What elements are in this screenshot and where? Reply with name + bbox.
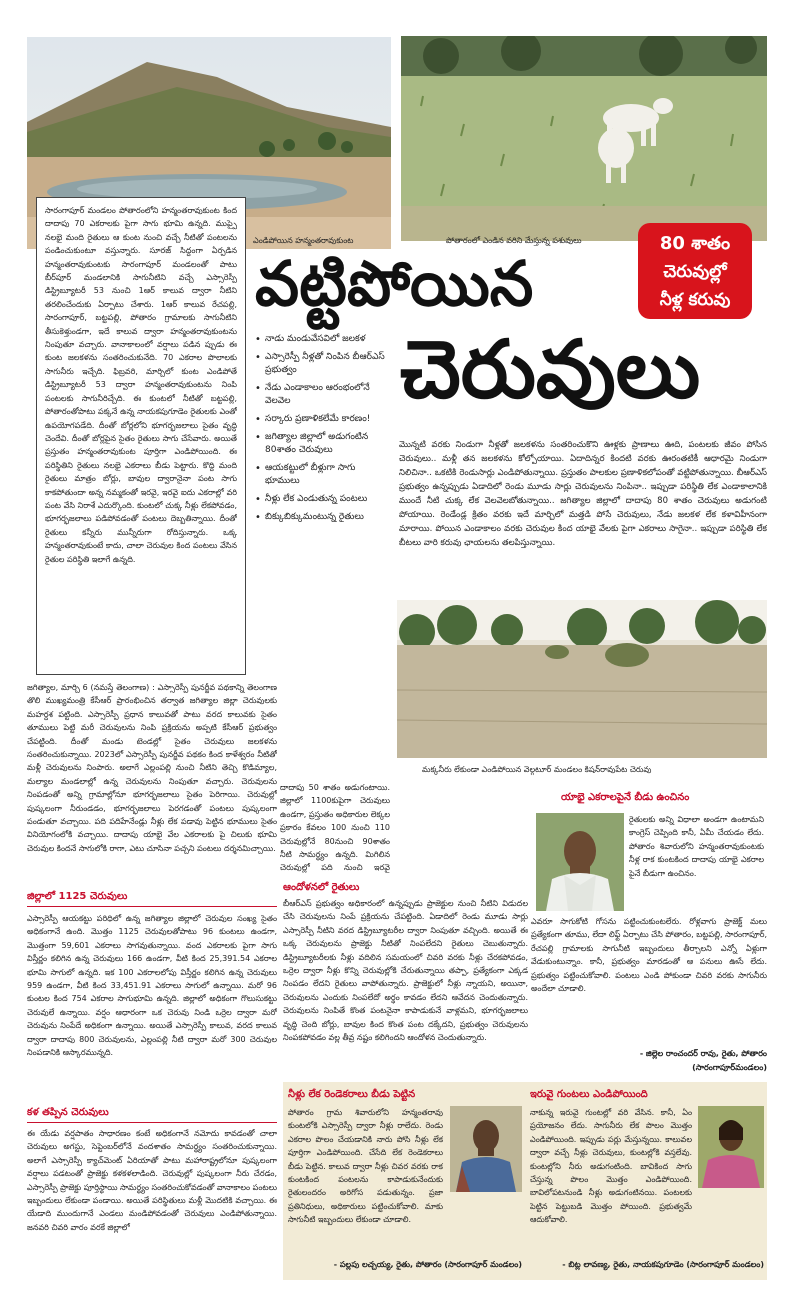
bullet-item	[255, 413, 390, 426]
highlight-badge	[638, 223, 752, 319]
farmer3-text: నాకున్న ఇరువై గుంటల్లో వరి వేసిన. కానీ, ఏం ప్రయోజనం లేదు. సాగునీరు లేక పొలం మొత్తం ఎండిపోయింది. ఇప్పుడు పర్లు మేస్తున్నయి. కాలువల ద్వారా వచ్చే నీళ్లు చెరువులు, కుంటల్లోకి వస్తలేవు. కుంటల్లోని నీరు అడుగంటింది. బావికింద సాగు చేస్తున్న పొలం మొత్తం ఎండిపోయింది. బావిలోపటనుండి నీళ్లు అడుగంటినయి. పంటలకు పెట్టిన పెట్టుబడి మొత్తం పోయింది. ప్రభుత్వమే ఆదుకోవాలి.	[530, 1108, 692, 1225]
bullet-item	[255, 462, 390, 488]
subhead-lost-glory: కళ తప్పిన చెరువులు	[27, 1106, 277, 1123]
farmer1-text-a: రైతులకు అన్ని విధాలా అండగా ఉంటామని కాంగ్రెస్ చెప్పింది కానీ, ఏమీ చేయడం లేదు. పోతారం శివారులోని హన్మంతరావుకుంటకు నీళ్ల రాక కుంటకింద దాదాపు యాభై ఎకరాల పైనే బీడుగా ఉంచినం.	[629, 815, 764, 878]
col1-top-text: జగిత్యాల, మార్చి 6 (నమస్తే తెలంగాణ) : ఎస్సారెస్పీ పునర్జీవ పథకాన్ని తెలంగాణ తొలి ముఖ్యమంత్రి కేసీఆర్ ప్రారంభించిన తర్వాత జగిత్యాల జిల్లా చెరువులకు మహర్దశ పట్టింది. ఎస్సారెస్పీ ప్రధాన కాలువతో పాటు వరద కాలువకు సైతం తూములు పెట్టి మరీ చెరువులను నింపి ప్రక్రియను అప్పటి కేసీఆర్ ప్రభుత్వం చేపట్టింది. దీంతో మండు టెండల్లో సైతం చెరువులు జలకళను సంతరించుకున్నాయి. 2023లో ఎస్సారెస్పీ పునర్జీవ పథకం కింద కాళేశ్వరం నీటితో మళ్లీ చెరువులను నింపారు. అలాగే ఎల్లంపల్లి నుంచి నీటిని తెచ్చి కొడిమ్యాల, మల్యాల మండలాల్లో ఉన్న చెరువులను నింపుతూ వచ్చారు. చెరువులను నింపడంతో అన్ని గ్రామాల్లోనూ భూగర్భజలాలు సైతం పెరిగాయి. చెరువుల్లో పుష్కలంగా నీరుండడం, భూగర్భజలాలు పెరగడంతో పంటలు పుష్కలంగా పండుతూ వచ్చాయి. పది పదిహేనేండ్లు నీళ్లు లేక పడావు పెట్టిన భూములు సైతం వినియోగంలోకి వచ్చాయి. దాదాపు యాభై వేల ఎకరాలకు పై చిలుకు భూమి చెరువుల కిందనే సాగులోకి రాగా, ఎటు చూసినా పచ్చని పంటలు దర్శనమిచ్చాయి.	[27, 683, 277, 853]
farmer2-text: పోతారం గ్రామ శివారులోని హన్మంతరావు కుంటలోకి ఎస్సారెస్పీ ద్వారా నీళ్లు రాలేదు. రెండు ఎకరాల పొలం చేయడానికి నారు పోసి నీళ్లు లేక పూర్తిగా ఎండిపోయింది. చేసేది లేక రెండెకరాలు బీడు పెట్టిన. కాలువ ద్వారా నీళ్లు చివర వరకు రాక కుంటకింద పంటలను కాపాడుకునేందుకు రైతులందరం అరిగోస పడుతున్నం. ప్రజా ప్రతినిధులు, అధికారులు పట్టించుకోవాలి. మాకు సాగునీటి ఇబ్బందులు లేకుండా చూడాలి.	[288, 1108, 443, 1225]
bullet-item	[255, 431, 390, 457]
bullet-item	[255, 382, 390, 408]
bullet-text: సర్కారు ప్రణాళికలేమే కారణం!	[265, 414, 371, 424]
farmer3-heading: ఇరువై గుంటలు ఎండిపోయింది	[530, 1089, 648, 1100]
bullet-dot: •	[255, 383, 261, 394]
sidebar-story-box	[36, 197, 246, 675]
farmer1-heading: యాభై ఎకరాలపైనే బీడు ఉంచినం	[561, 792, 690, 803]
intro-paragraph: మొన్నటి వరకు నిండుగా నీళ్లతో జలకళను సంతరించుకొని ఊళ్లకు ప్రాణాలు ఊది, పంటలకు జీవం పోసిన చెరువులు.. మళ్లీ తన జలకళను కోల్పోయాయి. ఏదాదిన్నర కిందటి వరకు ఊరంతటికీ ఆధారమై నిండుగా నిలిచినా.. ఒకటికి రెండుసార్లు ఎండిపోతున్నాయి. ప్రస్తుతం పాలకుల ప్రణాళికలోపంతో వట్టిపోతున్నాయి. బీఆర్ఎస్ ప్రభుత్వం ఉన్నప్పుడు ఏడాదిలో రెండు మూడు సార్లు చెరువులను నింపినా.. ఇప్పుడా పరిస్థితి లేక ఎండాకాలానికి ముందే నీటి చుక్క లేక వెలవెలబోతున్నాయి.. జగిత్యాల జిల్లాలో దాదాపు 80 శాతం చెరువులు అడుగంటి పోయాయి. రెండేండ్ల క్రితం వరకు ఇదే మార్చిలో మత్తడి పోసే చెరువులు, నేడు జలకళ లేక కళావిహీనంగా మారాయి. పోయిన ఎండాకాలం వరకు చెరువుల కింద యాభై వేలకు పైగా ఎకరాలు సాగైనా.. ఇప్పుడా పరిస్థితి లేక బీటలు వారి కరువు ఛాయలను తలపిస్తున్నాయి.	[399, 440, 767, 548]
bullet-item	[255, 493, 390, 506]
badge-line1: 80 శాతం	[659, 233, 731, 254]
farmer3-signature: - బిట్ల లావణ్య, రైతు, నాయకపుగూడెం (సారంగాపూర్ మండలం)	[562, 1260, 764, 1269]
photo-grazing-cattle	[401, 36, 767, 241]
farmer2-box	[288, 1088, 522, 1276]
bullet-text: నేడు ఎండాకాలం ఆరంభంలోనే వెలవెల	[265, 383, 370, 406]
col2-bottom-text: బీఆర్ఎస్ ప్రభుత్వం అధికారంలో ఉన్నప్పుడు ప్రాజెక్టుల నుంచి నీటిని విడుదల చేసి చెరువులను నింపే ప్రక్రియను చేపట్టింది. ఏడాదిలో రెండు మూడు సార్లు ఎస్సారెస్పీ నీటిని వరద డిస్ట్రిబ్యూటరీల ద్వారా నింపుతూ వచ్చింది. అయితే ఈ ఒక్క చెరువులను ప్రాజెక్టు నీటితో నింపలేదని రైతులు చెబుతున్నారు. డిస్ట్రిబ్యూటరీలకు నీళ్లు వదిలిన సమయంలో చివరి వరకు నీళ్లు చేరకపోవడం, ఒర్రెల ద్వారా నీళ్లు కొన్ని చెరువుల్లోకి చేరుతున్నాయి తప్పా, ప్రత్యేకంగా ఎక్కడ నింపడం లేదని రైతులు వాపోతున్నారు. ప్రాజెక్టులో నీళ్లు న్నాయని, అయినా, చెరువులను ఎందుకు నింపలేదో అర్థం కావడం లేదని ఆవేదన చెందుతున్నారు. చెరువులను నింపితే కొంత పంటనైనా కాపాడుకునే వాళ్లమని, భూగర్భజలాలు వృద్ధి చెంది బోర్లు, బావుల కింద కొంత పంట దక్కేదని, ప్రభుత్వం చెరువులను నింపకపోవడం వల్ల తీవ్ర నష్టం కలిగిందని ఆందోళన చెందుతున్నారు.	[283, 899, 528, 1043]
bullet-text: జగిత్యాల జిల్లాలో అడుగంటిన 80శాతం చెరువులు	[265, 432, 369, 455]
bullet-dot: •	[255, 352, 261, 363]
bullet-dot: •	[255, 463, 261, 474]
sidebar-story-text: సారంగాపూర్ మండలం పోతారంలోని హన్మంతరావుకుంట కింద దాదాపు 70 ఎకరాలకు పైగా సాగు భూమి ఉన్నది. ముప్పై నలభై మంది రైతులు ఆ కుంట నుంచి వచ్చే నీటితో పంటలను పండించుకుంటూ వస్తున్నారు. సూరజ్ సిద్దంగా ఏర్పడిన హన్మంతరావుకుంటకు సారంగాపూర్ మండలంతో పాటు బీర్‌పూర్ మండలానికి సాగునీటిని వచ్చే ఎస్సారెస్పీ డిస్ట్రిబ్యూటరీ 53 నుంచి 1ఆర్ కాలువ ద్వారా నీటిని తరలించేందుకు ఏర్పాటు చేశారు. 1ఆర్ కాలువ రేచపల్లి, సారంగాపూర్, బట్టపల్లి, పోతారం గ్రామాలకు సాగునీటిని తీసుకెళ్తుండగా, ఇదే కాలువ ద్వారా హన్మంతరావుకుంటను నింపుతూ వచ్చారు. వానాకాలంలో వర్షాలు పడిన ప్పుడు ఈ కుంట జలకళను సంతరించుకునేది. 70 ఎకరాల పొలాలకు సాగునీరు ఇచ్చేది. ఫిబ్రవరి, మార్చిలో కుంట ఎండిపోతే డిస్ట్రిబ్యూటరీ 53 ద్వారా హన్మంతరావుకుంటను నింపి పంటలకు సాగునీరిచ్చేది. ఈ కుంటలో నీటితో బట్టపల్లి, పోతారంతోపాటు పక్కనే ఉన్న నాయకపుగూడెం రైతులకు ఎంతో ఉపయోగపడేది. దీంతో బోర్లలోని భూగర్భజలాలు సైతం వృద్ధి చెందేవి. దీంతో బోర్లపైన సైతం రైతులు సాగు చేసేవారు. అయితే ప్రస్తుతం హన్మంతరావుకుంట పూర్తిగా ఎండిపోయింది. ఈ పరిస్థితిని రైతులు నలభై ఎకరాలు బీడు పెట్టారు. కొద్ది మంది రైతులు మాత్రం బోర్లు, బావుల ద్వారానైనా పంట సాగు కాకపోతుందా అన్న నమ్మకంతో ఇరవై, ఇరవై ఐదు ఎకరాల్లో వరి పంట వేసి నిరాశే ఎదుర్కొంది. కుంటలో చుక్క నీళ్లు లేకపోవడం, భూగర్భజలాలు పడిపోవడంతో పంటలు దెబ్బతిన్నాయి. దీంతో రైతులు కన్నీరు మున్నీరుగా రోదిస్తున్నారు. ఒక్క హన్మంతరావుకుంటే కాదు, చాలా చెరువుల కింద పంటలు వేసిన రైతుల పరిస్థితి ఇలాగే ఉన్నది.	[45, 206, 237, 564]
farmer1-text-b: ఎవరూ సాగుకోటి గోసను పట్టించుకుంటలేరు. రోళ్లవాగు ప్రాజెక్ట్ మలు ప్రత్యేకంగా తూము, లేదా లిఫ్ట్ ఏర్పాటు చేసి పోతారం, బట్టపల్లి, సారంగాపూర్, రేచపల్లి గ్రామాలకు సాగునీటి ఇబ్బందులు తీర్చాలని ఎన్నో ఏళ్లుగా వేడుకుంటున్నాం. కానీ, ప్రభుత్వం మారడంతో ఆ పనులు ఊసే లేదు. ప్రభుత్వం పట్టించుకోవాలి. పంటలు ఎండి పోకుండా చివరి వరకు సాగునీరు అందేలా చూడాలి.	[531, 917, 767, 994]
bullet-dot: •	[255, 494, 261, 505]
bullet-list	[255, 333, 390, 529]
bullet-text: నీళ్లు లేక ఎండుతున్న పంటలు	[265, 494, 368, 504]
bullet-item	[255, 333, 390, 346]
subhead-1125-tanks: జిల్లాలో 1125 చెరువులు	[27, 890, 277, 907]
bullet-dot: •	[255, 334, 261, 345]
headline-line2: చెరువులు	[400, 323, 701, 416]
caption-photo1: ఎండిపోయిన హన్మంతరావుకుంట	[253, 236, 354, 245]
farmer1-box	[531, 791, 767, 1081]
badge-line3: నీళ్ల కరువు	[659, 290, 731, 310]
farmer2-heading: నీళ్లు లేక రెండెకరాలు బీడు పెట్టిన	[288, 1089, 416, 1100]
bullet-dot: •	[255, 512, 261, 523]
bullet-text: బిక్కుబిక్కుమంటున్న రైతులు	[265, 512, 364, 522]
bullet-text: నాడు మండువేసవిలో జలకళ	[265, 334, 366, 344]
farmer2-signature: - పల్లపు లచ్చయ్య, రైతు, పోతారం (సారంగాపూర్ మండలం)	[333, 1260, 522, 1269]
bullet-item	[255, 351, 390, 377]
farmer2-photo	[450, 1106, 522, 1192]
col2-top-text: దాదాపు 50 శాతం అడుగంటాయి. జిల్లాలో 1100కుపైగా చెరువులు ఉండగా, ప్రస్తుతం అధికారుల లెక్కల ప్రకారం కేవలం 100 నుంచి 110 చెరువుల్లోనే 80నుంచి 90శాతం నీటి సామర్థ్యం ఉన్నది. మిగిలిన చెరువుల్లో పది నుంచి ఇరవై	[280, 783, 390, 873]
bullet-text: ఎస్సారెస్పీ నీళ్లతో నింపిన బీఆర్‌ఎస్ ప్రభుత్వం	[265, 352, 385, 375]
col1-bottom-text: ఈ యేడు వర్షపాతం సాధారణం కంటే అధికంగానే నమోదు కావడంతో చాలా చెరువులు అగస్టు, సెప్టెంబర్‌లోనే వందశాతం సామర్థ్యం సంతరించుకున్నాయి. అలాగే ఎస్సారెస్పీ క్యాచ్‌మెంట్ ఏరియాతో పాటు మహారాష్ట్రలోనూ పుష్కలంగా వర్షాలు పడటంతో ప్రాజెక్టు కళకళలాడింది. చెరువుల్లో పుష్కలంగా నీరు చేరడం, ఎస్సారెస్పీ ప్రాజెక్టు పూర్తిస్థాయి సామర్థ్యం సంతరించుకోవడంతో వానాకాలం పంటలు ఇబ్బందులు లేకుండా పండాయి. అయితే పరిస్థితులు మళ్లీ మొదటికి వచ్చాయి. ఈ యేడాది ముందుగానే ఎండలు మండిపోవడంతో చెరువులు ఎండిపోతున్నాయి. జనవరి చివరి వారం వరకే జిల్లాలో	[27, 1129, 277, 1232]
photo-dry-tank	[397, 600, 767, 758]
col1-mid-text: ఎస్సారెస్పీ ఆయకట్టు పరిధిలో ఉన్న జగిత్యాల జిల్లాలో చెరువుల సంఖ్య సైతం అధికంగానే ఉంది. మొత్తం 1125 చెరువులతోపాటు 96 కుంటలు ఉండగా, మొత్తంగా 59,601 ఎకరాలు సాగవుతున్నాయి. వంద ఎకరాలకు పైగా సాగు విస్తీర్ణం కలిగిన ఉన్న చెరువులు 166 ఉండగా, వీటి కింద 25,391.54 ఎకరాల భూమి సాగులో ఉన్నది. ఇక 100 ఎకరాలలోపు విస్తీర్ణం కలిగిన ఉన్న చెరువులు 959 ఉండగా, వీటి కింద 33,451.91 ఎకరాలు సాగులో ఉన్నాయి. మరో 96 కుంటల కింద 754 ఎకరాల సాగుభూమి ఉన్నది. జిల్లాలో అధికంగా గొలుసుకట్టు చెరువులే ఉన్నాయి. వర్షం ఆధారంగా ఒక చెరువు నిండి ఒర్రెల ద్వారా మరో చెరువును నింపేదే అధికంగా ఉన్నాయి. అయితే ఎస్సారెస్పీ కాలువ, వరద కాలువ ద్వారా దాదాపు 800 చెరువులను, ఎల్లంపల్లి నీటి ద్వారా మరో 300 చెరువుల నింపడానికి ఆస్కారమున్నది.	[27, 914, 277, 1058]
farmer3-photo	[698, 1106, 764, 1188]
headline-line1: వట్టిపోయిన	[255, 247, 534, 320]
bullet-text: ఆయకట్టులో బీళ్లుగా సాగు భూములు	[265, 463, 356, 486]
caption-photo3: మక్కనీరు లేకుండా ఎండిపోయిన వెల్గటూర్ మండలం కిషన్‌రావుపేట చెరువు	[422, 765, 652, 774]
farmer3-box	[530, 1088, 764, 1276]
farmer1-photo	[536, 813, 624, 911]
bullet-dot: •	[255, 432, 261, 443]
farmer1-signature: - జిల్లెల రాంచందర్ రావు, రైతు, పోతారం	[639, 1049, 767, 1058]
bullet-item	[255, 511, 390, 524]
caption-photo2: పోతారంలో ఎండిన వరిని మేస్తున్న పశువులు	[446, 236, 582, 245]
farmer1-signature-mandal: (సారంగాపూర్‌మండలం)	[692, 1063, 767, 1072]
bullet-dot: •	[255, 414, 261, 425]
subhead-farmers-worry: ఆందోళనలో రైతులు	[283, 882, 360, 893]
badge-line2: చెరువుల్లో	[663, 262, 727, 282]
